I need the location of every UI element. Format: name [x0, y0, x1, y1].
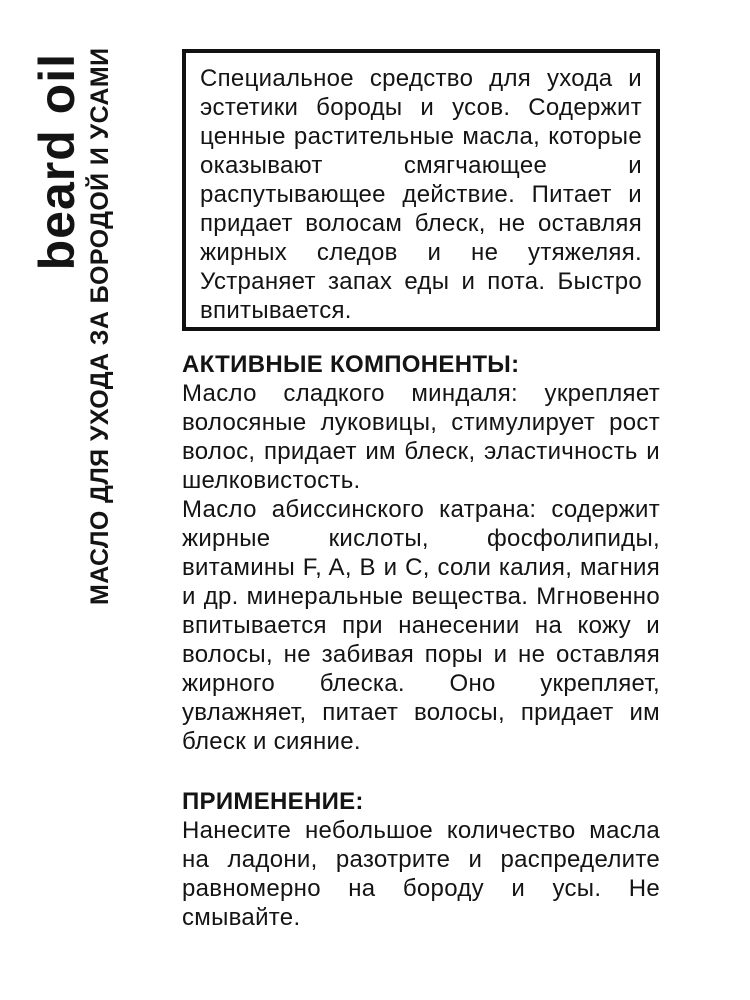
- label-text-column: [182, 49, 660, 932]
- active-components-heading: АКТИВНЫЕ КОМПОНЕНТЫ:: [182, 351, 520, 378]
- section-active-components: [182, 350, 660, 756]
- description-box: [182, 49, 660, 331]
- section-usage: [182, 787, 660, 932]
- description-text: Специальное средство для ухода и эстетики бороды и усов. Содержит ценные растительные масла, которые оказывают смягчающее и распутывающее действие. Питает и придает волосам блеск, не оставляя жирных следов и не утяжеляя. Устраняет запах еды и пота. Быстро впитывается.: [200, 65, 642, 324]
- vertical-brand-block: [29, 47, 124, 605]
- brand-subtitle: МАСЛО ДЛЯ УХОДА ЗА БОРОДОЙ И УСАМИ: [86, 47, 114, 605]
- vertical-brand-rotated: [29, 47, 116, 605]
- usage-heading: ПРИМЕНЕНИЕ:: [182, 788, 364, 815]
- active-components-paragraph-almond: Масло сладкого миндаля: укрепляет волосяные луковицы, стимулирует рост волос, придает им блеск, эластичность и шелковистость.: [182, 380, 660, 494]
- brand-title: beard oil: [29, 53, 85, 271]
- usage-paragraph: Нанесите небольшое количество масла на ладони, разотрите и распределите равномерно на бороду и усы. Не смывайте.: [182, 817, 660, 931]
- active-components-paragraph-crambe: Масло абиссинского катрана: содержит жирные кислоты, фосфолипиды, витамины F, A, B и C, соли калия, магния и др. минеральные вещества. Мгновенно впитывается при нанесении на кожу и волосы, не забивая поры и не оставляя жирного блеска. Оно укрепляет, увлажняет, питает волосы, придает им блеск и сияние.: [182, 496, 660, 755]
